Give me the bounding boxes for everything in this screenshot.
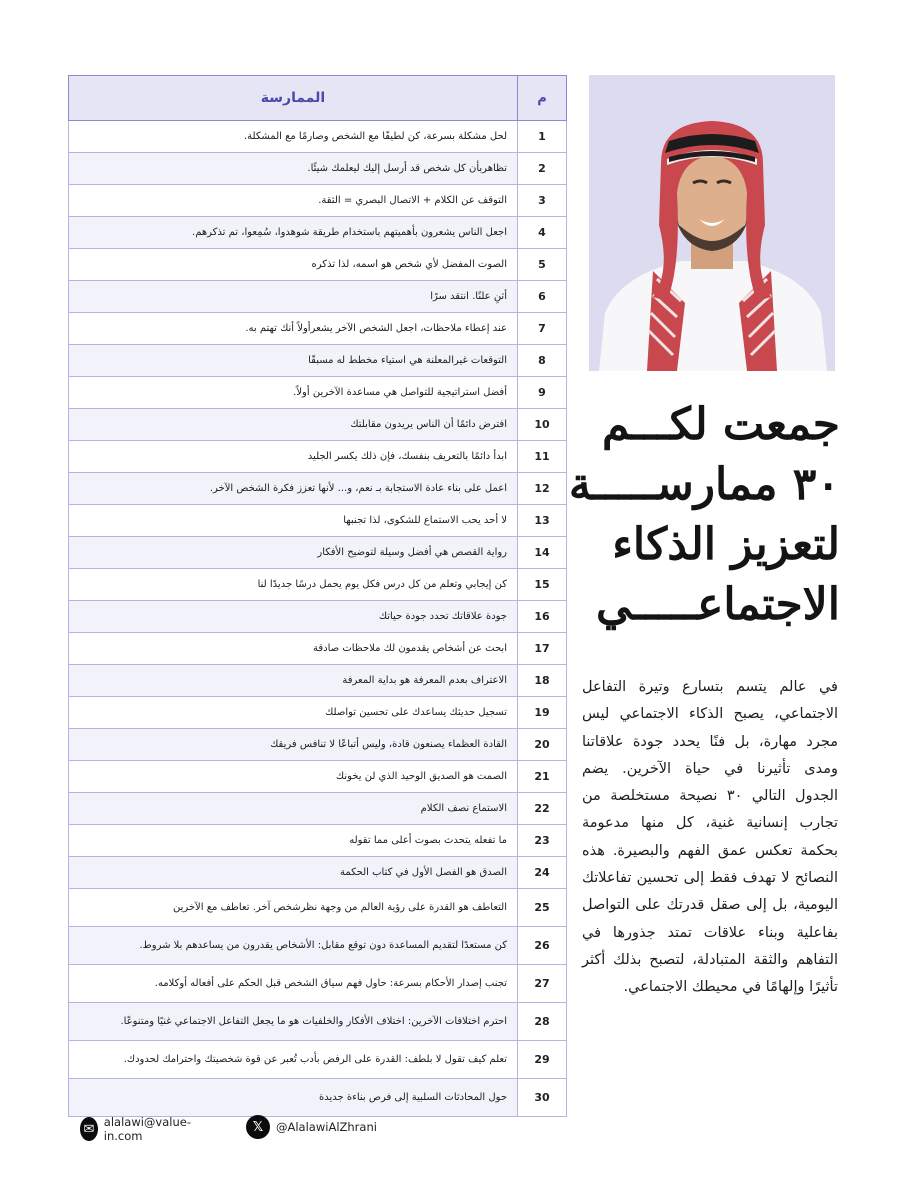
table-row [69, 1041, 567, 1079]
row-number: 25 [518, 889, 567, 927]
practice-text: تجنب إصدار الأحكام بسرعة: حاول فهم سياق الشخص قبل الحكم على أفعاله أوكلامه. [69, 965, 518, 1003]
practice-text: أثنِ علنًا. انتقد سرًا [69, 281, 518, 313]
row-number: 10 [518, 409, 567, 441]
heading-line: جمعت لكـــم [601, 399, 840, 450]
main-heading [568, 395, 840, 635]
intro-paragraph: في عالم يتسم بتسارع وتيرة التفاعل الاجتماعي، يصبح الذكاء الاجتماعي ليس مجرد مهارة، بل فنًا يحدد جودة علاقاتنا ومدى تأثيرنا في حياة الآخرين. يضم الجدول التالي ٣٠ نصيحة مستخلصة من تجارب إنسانية غنية، كل منها مدعومة بحكمة تعكس عمق الفهم والبصيرة. هذه النصائح لا تهدف فقط إلى تحسين تفاعلاتك اليومية، بل إلى صقل قدرتك على التواصل بفاعلية وبناء علاقات تمتد جذورها في التفاهم والثقة المتبادلة، لتصبح بذلك أكثر تأثيرًا وإلهامًا في محيطك الاجتماعي. [582, 679, 839, 996]
table-row [69, 505, 567, 537]
x-handle-text[interactable]: @AlalawiAlZhrani [276, 1120, 377, 1134]
row-number: 17 [518, 633, 567, 665]
table-row [69, 569, 567, 601]
table-row [69, 121, 567, 153]
table-row [69, 1079, 567, 1117]
practice-text: الصمت هو الصديق الوحيد الذي لن يخونك [69, 761, 518, 793]
table-row [69, 889, 567, 927]
table-row [69, 217, 567, 249]
table-row [69, 697, 567, 729]
table-row [69, 1003, 567, 1041]
table-row [69, 537, 567, 569]
row-number: 9 [518, 377, 567, 409]
number-column-header: م [518, 76, 567, 121]
row-number: 28 [518, 1003, 567, 1041]
practice-text: تعلم كيف تقول لا بلطف: القدرة على الرفض بأدب تُعبر عن قوة شخصيتك واحترامك لحدودك. [69, 1041, 518, 1079]
row-number: 16 [518, 601, 567, 633]
practice-text: كن إيجابي وتعلم من كل درس فكل يوم يحمل درسًا جديدًا لنا [69, 569, 518, 601]
practice-text: أفضل استراتيجية للتواصل هي مساعدة الآخرين أولاً. [69, 377, 518, 409]
row-number: 13 [518, 505, 567, 537]
practice-text: كن مستعدًا لتقديم المساعدة دون توقع مقابل: الأشخاص يقدرون من يساعدهم بلا شروط. [69, 927, 518, 965]
row-number: 18 [518, 665, 567, 697]
table-row [69, 633, 567, 665]
row-number: 3 [518, 185, 567, 217]
table-row [69, 153, 567, 185]
practice-text: التوقف عن الكلام + الاتصال البصري = الثقة. [69, 185, 518, 217]
row-number: 21 [518, 761, 567, 793]
practice-text: رواية القصص هي أفضل وسيلة لتوضيح الأفكار [69, 537, 518, 569]
practice-text: القادة العظماء يصنعون قادة، وليس أتباعًا لا تنافس فريقك [69, 729, 518, 761]
practice-text: لحل مشكلة بسرعة، كن لطيفًا مع الشخص وصارمًا مع المشكلة. [69, 121, 518, 153]
practice-text: ابدأ دائمًا بالتعريف بنفسك، فإن ذلك يكسر الجليد [69, 441, 518, 473]
x-logo-icon: 𝕏 [246, 1115, 270, 1139]
row-number: 30 [518, 1079, 567, 1117]
practice-text: الاستماع نصف الكلام [69, 793, 518, 825]
author-photo [589, 75, 835, 371]
practice-column-header: الممارسة [69, 76, 518, 121]
table-row [69, 377, 567, 409]
table-row [69, 313, 567, 345]
row-number: 4 [518, 217, 567, 249]
row-number: 8 [518, 345, 567, 377]
table-row [69, 185, 567, 217]
row-number: 20 [518, 729, 567, 761]
practice-text: جودة علاقاتك تحدد جودة حياتك [69, 601, 518, 633]
practice-text: اعمل على بناء عادة الاستجابة بـ نعم، و... لأنها تعزز فكرة الشخص الآخر. [69, 473, 518, 505]
practice-text: عند إعطاء ملاحظات، اجعل الشخص الآخر يشعرأولاً أنك تهتم به. [69, 313, 518, 345]
practice-text: لا أحد يحب الاستماع للشكوى، لذا تجنبها [69, 505, 518, 537]
table-row [69, 345, 567, 377]
practice-text: الاعتراف بعدم المعرفة هو بداية المعرفة [69, 665, 518, 697]
practice-text: الصوت المفضل لأي شخص هو اسمه، لذا تذكره [69, 249, 518, 281]
practice-text: حول المحادثات السلبية إلى فرص بناءة جديدة [69, 1079, 518, 1117]
table-header-row [69, 76, 567, 121]
table-row [69, 761, 567, 793]
email-text[interactable]: alalawi@value-in.com [103, 1115, 191, 1143]
row-number: 14 [518, 537, 567, 569]
heading-line: ٣٠ ممارســـــة [568, 459, 840, 510]
table-row [69, 825, 567, 857]
practice-text: اجعل الناس يشعرون بأهميتهم باستخدام طريقة شوهدوا، سُمِعوا، تم تذكرهم. [69, 217, 518, 249]
table-row [69, 665, 567, 697]
row-number: 23 [518, 825, 567, 857]
practice-text: التعاطف هو القدرة على رؤية العالم من وجهة نظرشخص آخر. تعاطف مع الآخرين [69, 889, 518, 927]
table-row [69, 409, 567, 441]
table-row [69, 729, 567, 761]
practice-text: تظاهربأن كل شخص قد أرسل إليك ليعلمك شيئًا. [69, 153, 518, 185]
table-row [69, 281, 567, 313]
practice-text: تسجيل حديثك يساعدك على تحسين تواصلك [69, 697, 518, 729]
row-number: 29 [518, 1041, 567, 1079]
row-number: 19 [518, 697, 567, 729]
row-number: 5 [518, 249, 567, 281]
table-row [69, 441, 567, 473]
practice-text: التوقعات غيرالمعلنة هي استياء مخطط له مسبقًا [69, 345, 518, 377]
row-number: 15 [518, 569, 567, 601]
row-number: 1 [518, 121, 567, 153]
practice-text: ابحث عن أشخاص يقدمون لك ملاحظات صادقة [69, 633, 518, 665]
row-number: 2 [518, 153, 567, 185]
row-number: 26 [518, 927, 567, 965]
practices-table [68, 75, 567, 1117]
email-contact[interactable] [80, 1115, 197, 1143]
row-number: 27 [518, 965, 567, 1003]
email-icon: ✉ [80, 1117, 98, 1141]
table-row [69, 965, 567, 1003]
row-number: 11 [518, 441, 567, 473]
heading-line: الاجتماعـــــي [595, 579, 840, 630]
row-number: 22 [518, 793, 567, 825]
table-row [69, 857, 567, 889]
practice-text: احترم اختلافات الآخرين: اختلاف الأفكار والخلفيات هو ما يجعل التفاعل الاجتماعي غنيًا ومتنوعًا. [69, 1003, 518, 1041]
row-number: 6 [518, 281, 567, 313]
row-number: 7 [518, 313, 567, 345]
row-number: 24 [518, 857, 567, 889]
table-row [69, 473, 567, 505]
table-row [69, 249, 567, 281]
practice-text: ما تفعله يتحدث بصوت أعلى مما تقوله [69, 825, 518, 857]
practice-text: افترض دائمًا أن الناس يريدون مقابلتك [69, 409, 518, 441]
table-row [69, 927, 567, 965]
heading-line: لتعزيز الذكاء [612, 519, 840, 570]
row-number: 12 [518, 473, 567, 505]
x-contact[interactable] [246, 1115, 377, 1139]
table-row [69, 601, 567, 633]
portrait-illustration [589, 75, 835, 371]
table-row [69, 793, 567, 825]
practice-text: الصدق هو الفصل الأول في كتاب الحكمة [69, 857, 518, 889]
